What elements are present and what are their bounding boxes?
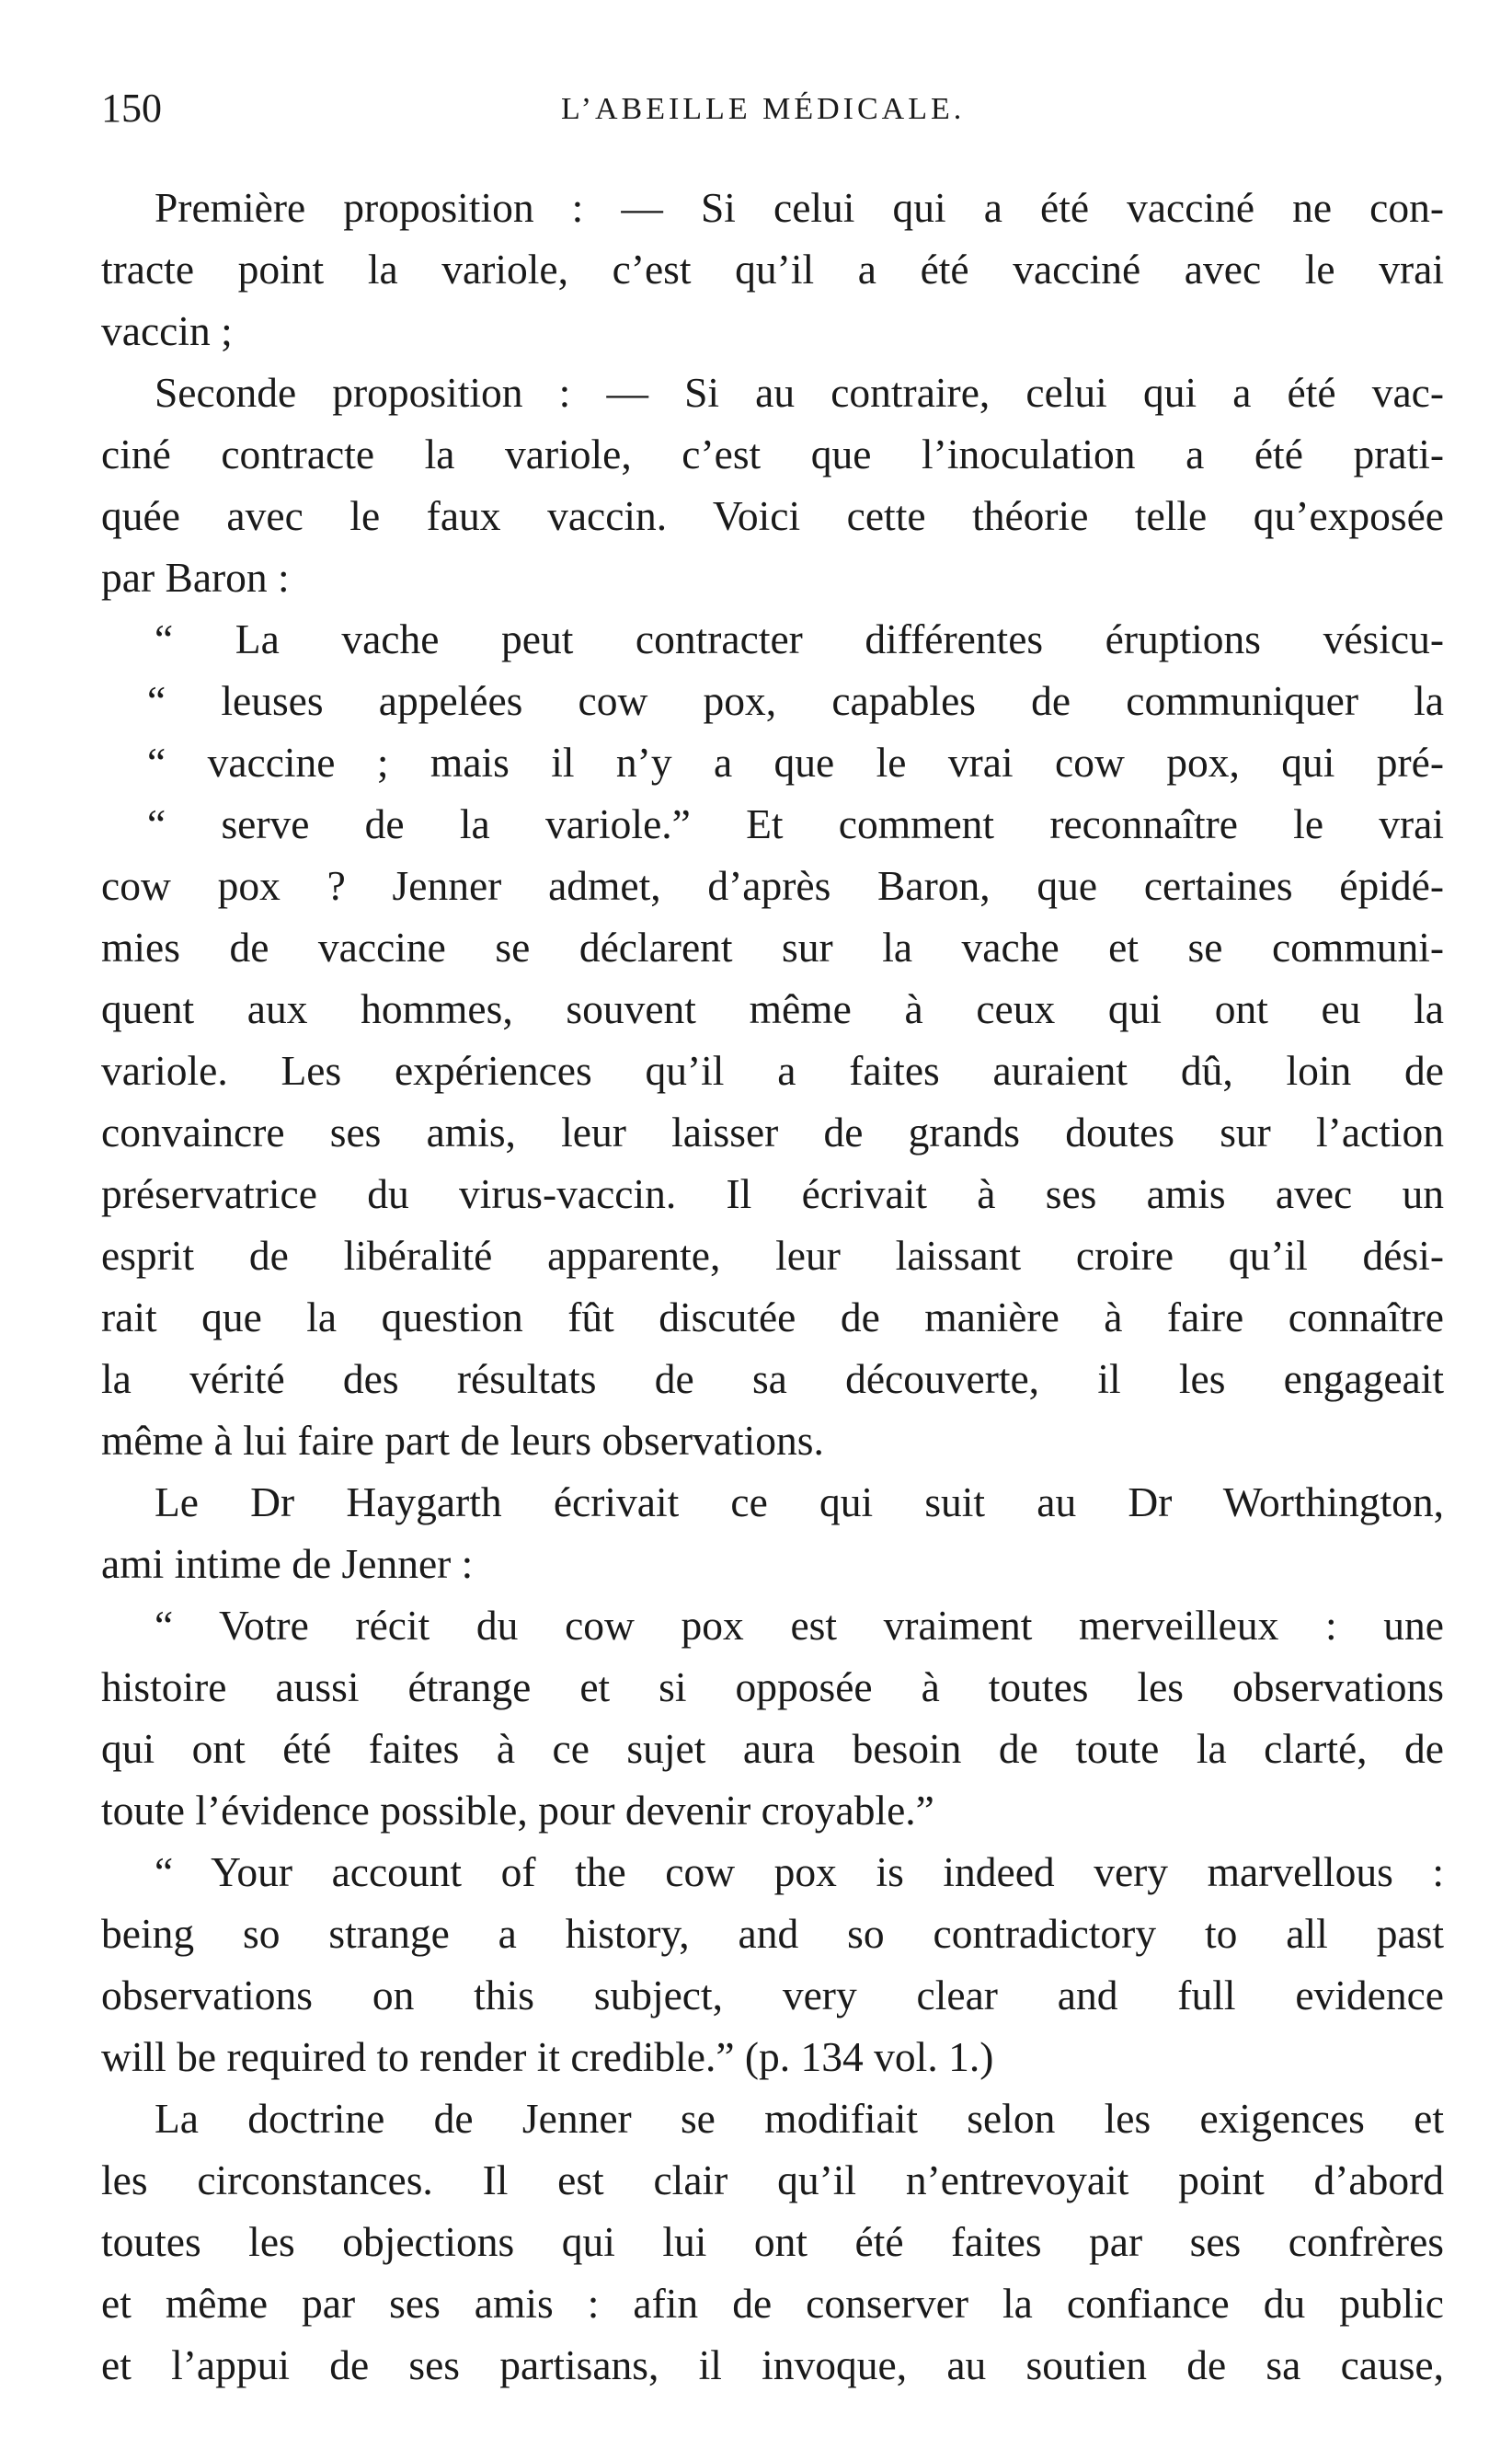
- page-header: [101, 85, 1444, 158]
- text-line: ami intime de Jenner :: [101, 1540, 474, 1587]
- text-line: la vérité des résultats de sa découverte, il les engageait: [101, 1355, 1444, 1402]
- text-line: Première proposition : — Si celui qui a été vacciné ne con-: [155, 184, 1444, 231]
- text-line: préservatrice du virus-vaccin. Il écrivait à ses amis avec un: [101, 1170, 1444, 1217]
- text-line: convaincre ses amis, leur laisser de grands doutes sur l’action: [101, 1109, 1444, 1156]
- text-line: toute l’évidence possible, pour devenir croyable.”: [101, 1787, 934, 1834]
- text-line: esprit de libéralité apparente, leur laissant croire qu’il dési-: [101, 1232, 1444, 1279]
- text-line: “ leuses appelées cow pox, capables de communiquer la: [147, 677, 1444, 724]
- page-number: 150: [101, 86, 162, 131]
- text-line: “ La vache peut contracter différentes éruptions vésicu-: [155, 615, 1444, 662]
- text-line: “ vaccine ; mais il n’y a que le vrai cow pox, qui pré-: [147, 739, 1444, 786]
- text-line: will be required to render it credible.” (p. 134 vol. 1.): [101, 2033, 994, 2080]
- text-line: “ serve de la variole.” Et comment reconnaître le vrai: [147, 800, 1444, 847]
- book-page: [101, 85, 1444, 2388]
- text-line: “ Your account of the cow pox is indeed very marvellous :: [155, 1848, 1444, 1895]
- text-line: même à lui faire part de leurs observations.: [101, 1417, 824, 1464]
- running-title: L’ABEILLE MÉDICALE.: [561, 92, 966, 126]
- text-line: et même par ses amis : afin de conserver la confiance du public: [101, 2280, 1444, 2327]
- text-line: par Baron :: [101, 554, 290, 601]
- text-line: cow pox ? Jenner admet, d’après Baron, que certaines épidé-: [101, 862, 1444, 909]
- text-line: rait que la question fût discutée de manière à faire connaître: [101, 1294, 1444, 1340]
- text-line: qui ont été faites à ce sujet aura besoin de toute la clarté, de: [101, 1725, 1444, 1772]
- text-line: mies de vaccine se déclarent sur la vache et se communi-: [101, 924, 1444, 971]
- text-line: toutes les objections qui lui ont été faites par ses confrères: [101, 2218, 1444, 2265]
- text-line: being so strange a history, and so contradictory to all past: [101, 1910, 1444, 1957]
- text-line: les circonstances. Il est clair qu’il n’entrevoyait point d’abord: [101, 2156, 1444, 2203]
- text-line: La doctrine de Jenner se modifiait selon les exigences et: [155, 2095, 1444, 2142]
- text-line: histoire aussi étrange et si opposée à toutes les observations: [101, 1663, 1444, 1710]
- text-line: quent aux hommes, souvent même à ceux qui ont eu la: [101, 985, 1444, 1032]
- text-line: “ Votre récit du cow pox est vraiment merveilleux : une: [155, 1602, 1444, 1649]
- text-line: quée avec le faux vaccin. Voici cette théorie telle qu’exposée: [101, 492, 1444, 539]
- body-text: [101, 177, 1444, 2396]
- text-line: observations on this subject, very clear and full evidence: [101, 1972, 1444, 2018]
- text-line: Le Dr Haygarth écrivait ce qui suit au Dr Worthington,: [155, 1478, 1444, 1525]
- text-line: variole. Les expériences qu’il a faites auraient dû, loin de: [101, 1047, 1444, 1094]
- text-line: et l’appui de ses partisans, il invoque, au soutien de sa cause,: [101, 2341, 1444, 2388]
- text-line: Seconde proposition : — Si au contraire, celui qui a été vac-: [155, 369, 1444, 416]
- text-line: ciné contracte la variole, c’est que l’inoculation a été prati-: [101, 431, 1444, 477]
- text-line: vaccin ;: [101, 307, 233, 354]
- text-line: tracte point la variole, c’est qu’il a été vacciné avec le vrai: [101, 246, 1444, 293]
